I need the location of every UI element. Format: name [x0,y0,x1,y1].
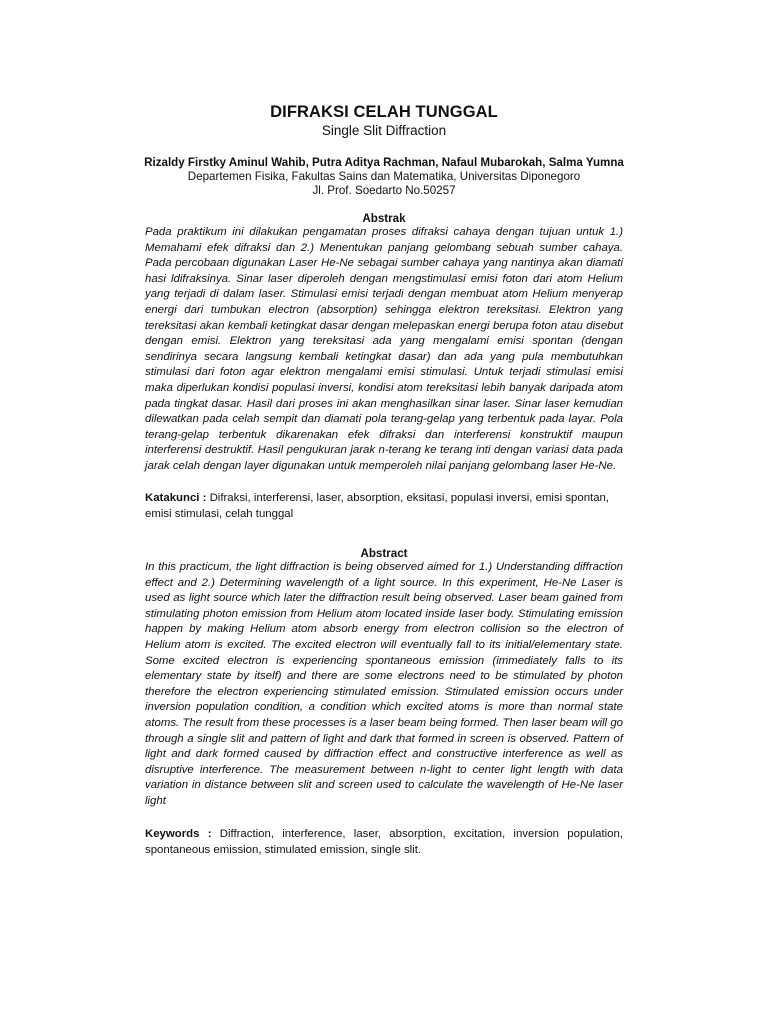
keywords [145,827,623,858]
keywords-label: Keywords : [145,828,212,840]
author-list: Rizaldy Firstky Aminul Wahib, Putra Aditya Rachman, Nafaul Mubarokah, Salma Yumna [144,156,624,169]
katakunci [145,491,623,522]
abstrak-body: Pada praktikum ini dilakukan pengamatan proses difraksi cahaya dengan tujuan untuk 1.) Memahami efek difraksi dan 2.) Menentukan panjang gelombang sebuah sumber cahaya. Pada percobaan digunakan Laser He-Ne sebagai sumber cahaya yang nantinya akan diamati hasi ldifraksinya. Sinar laser diperoleh dengan mengstimulasi emisi foton dari atom Helium yang terjadi di dalam laser. Stimulasi emisi terjadi dengan membuat atom Helium menyerap energi dari tumbukan electron (absorption) sehingga elektron tereksitasi. Elektron yang tereksitasi akan kembali ketingkat dasar dengan melepaskan energi berupa foton atau disebut dengan emisi. Elektron yang tereksitasi ada yang mengalami emisi spontan (dengan sendirinya secara langsung kembali ketingkat dasar) dan ada yang pula membutuhkan stimulasi dari foton agar elektron mengalami emisi stimulasi. Untuk terjadi stimulasi emisi maka diperlukan kondisi populasi inversi, kondisi atom tereksitasi lebih banyak daripada atom pada tingkat dasar. Hasil dari proses ini akan menghasilkan sinar laser. Sinar laser kemudian dilewatkan pada celah sempit dan diamati pola terang-gelap yang terbentuk pada layar. Pola terang-gelap terbentuk dikarenakan efek difraksi dan interferensi konstruktif maupun interferensi destruktif. Hasil pengukuran jarak n-terang ke terang inti dengan variasi data pada jarak celah dengan layer digunakan untuk memperoleh nilai panjang gelombang laser He-Ne. [145,226,623,472]
keywords-text: Diffraction, interference, laser, absorption, excitation, inversion population, spontaneous emission, stimulated emission, single slit. [145,828,624,856]
abstrak-heading: Abstrak [362,212,406,225]
abstract-body: In this practicum, the light diffraction is being observed aimed for 1.) Understanding diffraction effect and 2.) Determining wavelength of a light source. In this experiment, He-Ne Laser is used as light source which later the diffraction result being observed. Laser beam gained from stimulating photon emission from Helium atom located inside laser body. Stimulating emission happen by making Helium atom absorb energy from electron collision so the electron of Helium atom is excited. The excited electron will eventually fall to its initial/elementary state. Some excited electron is experiencing spontaneous emission (immediately falls to its elementary state by itself) and there are some electrons need to be stimulated by photon therefore the electron experiencing stimulated emission. Stimulated emission occurs under inversion population condition, a condition which excited atoms is more than normal state atoms. The result from these processes is a laser beam being formed. Then laser beam will go through a single slit and pattern of light and dark that formed in screen is observed. Pattern of light and dark formed caused by diffraction effect and constructive interference as well as disruptive interference. The measurement between n-light to center light length with data variation in distance between slit and screen used to calculate the wavelength of He-Ne laser light [145,561,623,807]
abstract-heading: Abstract [360,547,408,560]
paper-subtitle: Single Slit Diffraction [321,123,447,138]
affiliation: Departemen Fisika, Fakultas Sains dan Matematika, Universitas Diponegoro [187,170,581,183]
katakunci-text: Difraksi, interferensi, laser, absorption, eksitasi, populasi inversi, emisi spontan, emisi stimulasi, celah tunggal [145,492,610,520]
paper-title: DIFRAKSI CELAH TUNGGAL [270,103,498,121]
katakunci-label: Katakunci : [145,492,207,504]
address: Jl. Prof. Soedarto No.50257 [312,184,456,197]
